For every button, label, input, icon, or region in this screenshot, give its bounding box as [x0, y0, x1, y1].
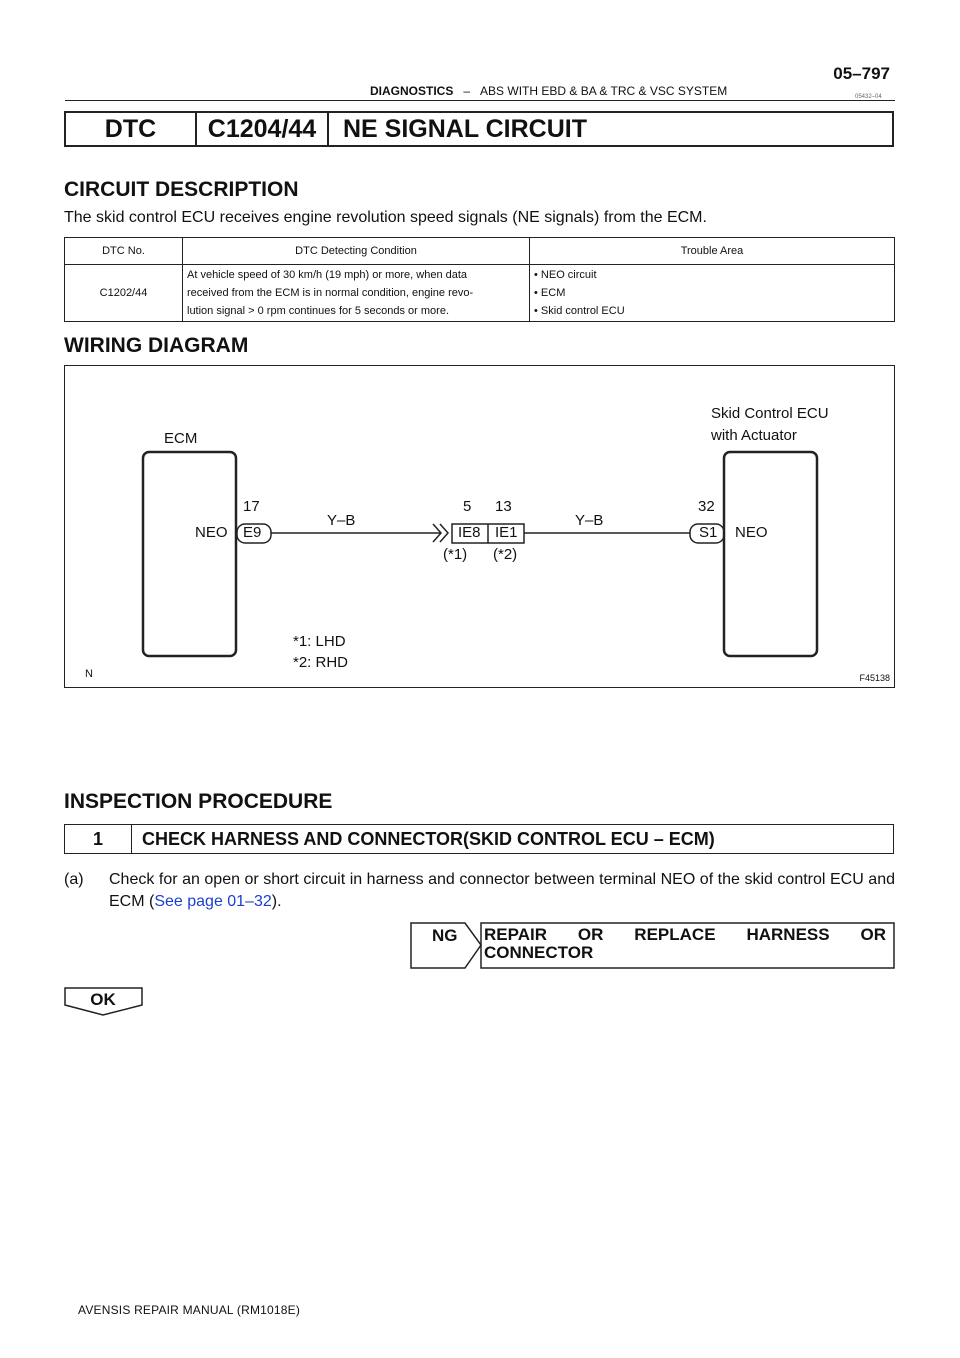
circuit-description-heading: CIRCUIT DESCRIPTION	[64, 178, 299, 201]
inspection-procedure-heading: INSPECTION PROCEDURE	[64, 790, 333, 813]
page-number: 05–797	[833, 64, 890, 83]
detecting-condition-cell	[183, 265, 530, 322]
condition-line: received from the ECM is in normal condition, engine revo-	[187, 287, 474, 299]
figure-id: F45138	[859, 673, 890, 683]
condition-line: At vehicle speed of 30 km/h (19 mph) or more, when data	[187, 269, 468, 281]
ng-label: NG	[432, 926, 458, 945]
dtc-table	[64, 237, 895, 322]
dtc-name: NE SIGNAL CIRCUIT	[343, 114, 587, 143]
wiring-diagram	[64, 365, 895, 688]
column-header: DTC No.	[65, 238, 183, 265]
dtc-title-box	[64, 111, 894, 147]
column-header: Trouble Area	[530, 238, 895, 265]
wiring-diagram-heading: WIRING DIAGRAM	[64, 334, 249, 357]
ok-result-block	[64, 987, 144, 1017]
note-lhd: *1: LHD	[293, 633, 346, 650]
skid-terminal-name: NEO	[735, 524, 768, 541]
item-text-after: ).	[271, 893, 282, 910]
skid-ecu-body	[724, 452, 817, 656]
skid-connector-code: S1	[699, 524, 718, 541]
dtc-code: C1204/44	[197, 113, 329, 145]
junction-pin-1: 5	[463, 498, 472, 515]
ecm-connector-code: E9	[243, 524, 262, 541]
condition-line: lution signal > 0 rpm continues for 5 seconds or more.	[187, 305, 449, 317]
table-row	[65, 265, 895, 322]
section-name: DIAGNOSTICS	[370, 84, 454, 98]
column-header: DTC Detecting Condition	[183, 238, 530, 265]
wire-color-right: Y–B	[575, 512, 604, 529]
wire-color-left: Y–B	[327, 512, 356, 529]
ecm-terminal-name: NEO	[195, 524, 228, 541]
skid-ecu-label: Skid Control ECU	[711, 405, 829, 422]
table-header-row	[65, 238, 895, 265]
trouble-area-item: • ECM	[534, 287, 566, 299]
junction-pin-2: 13	[495, 498, 512, 515]
inspection-item	[64, 869, 895, 913]
header-dash: –	[463, 84, 471, 98]
trouble-area-cell	[530, 265, 895, 322]
junction-note-lhd: (*1)	[443, 546, 468, 563]
skid-ecu-sublabel: with Actuator	[711, 427, 797, 444]
see-page-link[interactable]: See page 01–32	[154, 893, 272, 910]
skid-pin-number: 32	[698, 498, 715, 515]
item-text-before: Check for an open or short circuit in harness and connector between terminal NEO of the skid control ECU and ECM (	[109, 871, 895, 910]
subsection-name: ABS WITH EBD & BA & TRC & VSC SYSTEM	[480, 84, 728, 98]
ecm-label: ECM	[164, 430, 198, 447]
item-label: (a)	[64, 871, 84, 888]
section-header	[370, 84, 727, 98]
document-code: 05432–04	[855, 94, 882, 100]
junction-connector-1: IE8	[458, 524, 481, 541]
ecm-pin-number: 17	[243, 498, 260, 515]
corner-mark: N	[85, 668, 93, 680]
trouble-area-item: • Skid control ECU	[534, 305, 625, 317]
junction-connector-2: IE1	[495, 524, 518, 541]
circuit-description-text: The skid control ECU receives engine revolution speed signals (NE signals) from the ECM.	[64, 209, 707, 226]
header-rule	[65, 100, 895, 101]
dtc-label: DTC	[66, 113, 197, 145]
note-rhd: *2: RHD	[293, 654, 349, 671]
step-header	[64, 824, 894, 854]
item-text	[109, 869, 895, 913]
junction-note-rhd: (*2)	[493, 546, 518, 563]
step-number: 1	[65, 825, 132, 853]
ng-action-line-1: REPAIR OR REPLACE HARNESS OR	[484, 925, 886, 944]
step-title: CHECK HARNESS AND CONNECTOR(SKID CONTROL ECU – ECM)	[142, 828, 715, 849]
trouble-area-item: • NEO circuit	[534, 269, 597, 281]
dtc-number-cell: C1202/44	[65, 265, 183, 322]
ng-action-line-2: CONNECTOR	[484, 943, 594, 962]
ng-result-block	[410, 922, 895, 969]
ok-label: OK	[90, 990, 116, 1009]
footer-text: AVENSIS REPAIR MANUAL (RM1018E)	[78, 1303, 301, 1317]
ecm-body	[143, 452, 236, 656]
